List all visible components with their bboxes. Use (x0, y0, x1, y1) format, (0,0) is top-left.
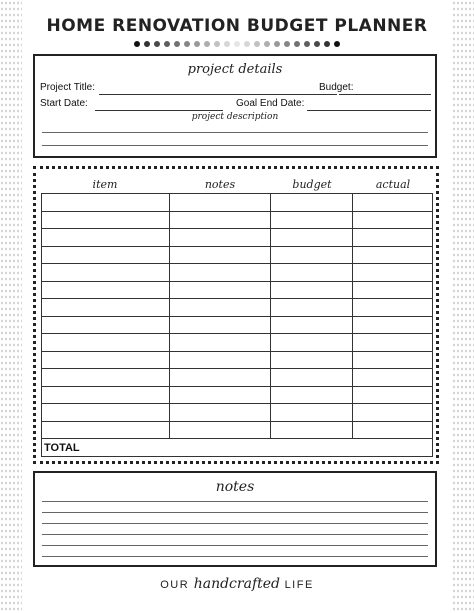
table-row (42, 264, 433, 282)
table-cell[interactable] (271, 369, 353, 387)
table-cell[interactable] (353, 264, 433, 282)
description-line[interactable] (42, 145, 428, 146)
table-cell[interactable] (271, 421, 353, 439)
table-cell[interactable] (353, 334, 433, 352)
decorative-dot (204, 41, 210, 47)
description-line[interactable] (42, 132, 428, 133)
project-description-heading: project description (191, 112, 279, 122)
table-cell[interactable] (42, 281, 170, 299)
decorative-dot (134, 41, 140, 47)
column-header-notes: notes (204, 178, 236, 191)
table-row (42, 404, 433, 422)
table-cell[interactable] (42, 229, 170, 247)
table-cell[interactable] (42, 334, 170, 352)
decorative-dot (144, 41, 150, 47)
budget-field[interactable] (339, 94, 431, 95)
table-cell[interactable] (169, 264, 271, 282)
decorative-dot (214, 41, 220, 47)
decorative-dot (224, 41, 230, 47)
goal-end-date-field[interactable] (307, 110, 431, 111)
project-details-heading: project details (187, 62, 283, 77)
notes-box (33, 471, 437, 567)
table-row (42, 194, 433, 212)
notes-heading: notes (215, 479, 255, 495)
table-cell[interactable] (271, 299, 353, 317)
table-cell[interactable] (353, 404, 433, 422)
footer-middle: handcrafted (193, 576, 280, 592)
table-cell[interactable] (169, 211, 271, 229)
table-cell[interactable] (271, 334, 353, 352)
table-cell[interactable] (42, 369, 170, 387)
table-cell[interactable] (42, 316, 170, 334)
footer-left: OUR (160, 579, 190, 591)
table-cell[interactable] (169, 299, 271, 317)
note-line[interactable] (42, 556, 428, 557)
decorative-dot (194, 41, 200, 47)
table-cell[interactable] (42, 386, 170, 404)
start-date-field[interactable] (95, 110, 223, 111)
table-cell[interactable] (271, 281, 353, 299)
footer-right: LIFE (284, 579, 314, 591)
right-dot-pattern (452, 0, 474, 613)
table-row (42, 281, 433, 299)
budget-table-box (33, 166, 439, 464)
table-row (42, 229, 433, 247)
decorative-dot (324, 41, 330, 47)
total-row (42, 439, 433, 457)
table-cell[interactable] (169, 229, 271, 247)
table-cell[interactable] (271, 404, 353, 422)
table-cell[interactable] (42, 421, 170, 439)
table-cell[interactable] (271, 351, 353, 369)
table-cell[interactable] (271, 316, 353, 334)
table-cell[interactable] (169, 246, 271, 264)
table-row (42, 386, 433, 404)
decorative-dot (294, 41, 300, 47)
table-cell[interactable] (353, 281, 433, 299)
table-cell[interactable] (353, 386, 433, 404)
decorative-dot (174, 41, 180, 47)
table-row (42, 351, 433, 369)
note-line[interactable] (42, 501, 428, 502)
table-cell[interactable] (353, 351, 433, 369)
decorative-dot (314, 41, 320, 47)
table-cell[interactable] (353, 299, 433, 317)
table-cell[interactable] (353, 211, 433, 229)
table-cell[interactable] (353, 369, 433, 387)
table-cell[interactable] (42, 264, 170, 282)
table-cell[interactable] (271, 211, 353, 229)
table-row (42, 316, 433, 334)
table-cell[interactable] (42, 351, 170, 369)
table-cell[interactable] (353, 194, 433, 212)
start-date-label: Start Date: (40, 98, 88, 109)
footer-logo (0, 576, 474, 592)
decorative-dot (274, 41, 280, 47)
table-cell[interactable] (353, 229, 433, 247)
column-header-budget: budget (292, 178, 332, 191)
note-line[interactable] (42, 512, 428, 513)
table-cell[interactable] (169, 369, 271, 387)
table-cell[interactable] (42, 211, 170, 229)
table-cell[interactable] (271, 194, 353, 212)
decorative-dot-row (0, 41, 474, 49)
decorative-dot (184, 41, 190, 47)
table-row (42, 421, 433, 439)
project-details-box (33, 54, 437, 158)
table-cell[interactable] (42, 194, 170, 212)
decorative-dot (164, 41, 170, 47)
decorative-dot (154, 41, 160, 47)
table-cell[interactable] (271, 246, 353, 264)
decorative-dot (244, 41, 250, 47)
table-cell[interactable] (353, 421, 433, 439)
table-cell[interactable] (42, 299, 170, 317)
table-cell[interactable] (271, 229, 353, 247)
note-line[interactable] (42, 534, 428, 535)
page-title: HOME RENOVATION BUDGET PLANNER (46, 16, 428, 36)
table-row (42, 299, 433, 317)
decorative-dot (284, 41, 290, 47)
total-label: TOTAL (42, 439, 433, 457)
budget-label: Budget: (319, 82, 354, 93)
table-cell[interactable] (169, 421, 271, 439)
table-cell[interactable] (271, 264, 353, 282)
table-cell[interactable] (353, 316, 433, 334)
left-dot-pattern (0, 0, 22, 613)
table-cell[interactable] (169, 281, 271, 299)
budget-grid (41, 193, 433, 457)
table-cell[interactable] (271, 386, 353, 404)
decorative-dot (254, 41, 260, 47)
decorative-dot (304, 41, 310, 47)
note-line[interactable] (42, 523, 428, 524)
project-title-label: Project Title: (40, 82, 96, 93)
goal-end-date-label: Goal End Date: (236, 98, 305, 109)
table-row (42, 334, 433, 352)
decorative-dot (234, 41, 240, 47)
table-cell[interactable] (169, 316, 271, 334)
table-cell[interactable] (169, 404, 271, 422)
table-cell[interactable] (169, 386, 271, 404)
table-cell[interactable] (169, 334, 271, 352)
decorative-dot (264, 41, 270, 47)
table-cell[interactable] (42, 404, 170, 422)
table-cell[interactable] (42, 246, 170, 264)
project-title-field[interactable] (99, 94, 337, 95)
column-header-actual: actual (375, 178, 411, 191)
table-cell[interactable] (353, 246, 433, 264)
table-row (42, 211, 433, 229)
table-row (42, 246, 433, 264)
column-header-item: item (92, 178, 118, 191)
table-cell[interactable] (169, 351, 271, 369)
table-row (42, 369, 433, 387)
note-line[interactable] (42, 545, 428, 546)
table-cell[interactable] (169, 194, 271, 212)
decorative-dot (334, 41, 340, 47)
